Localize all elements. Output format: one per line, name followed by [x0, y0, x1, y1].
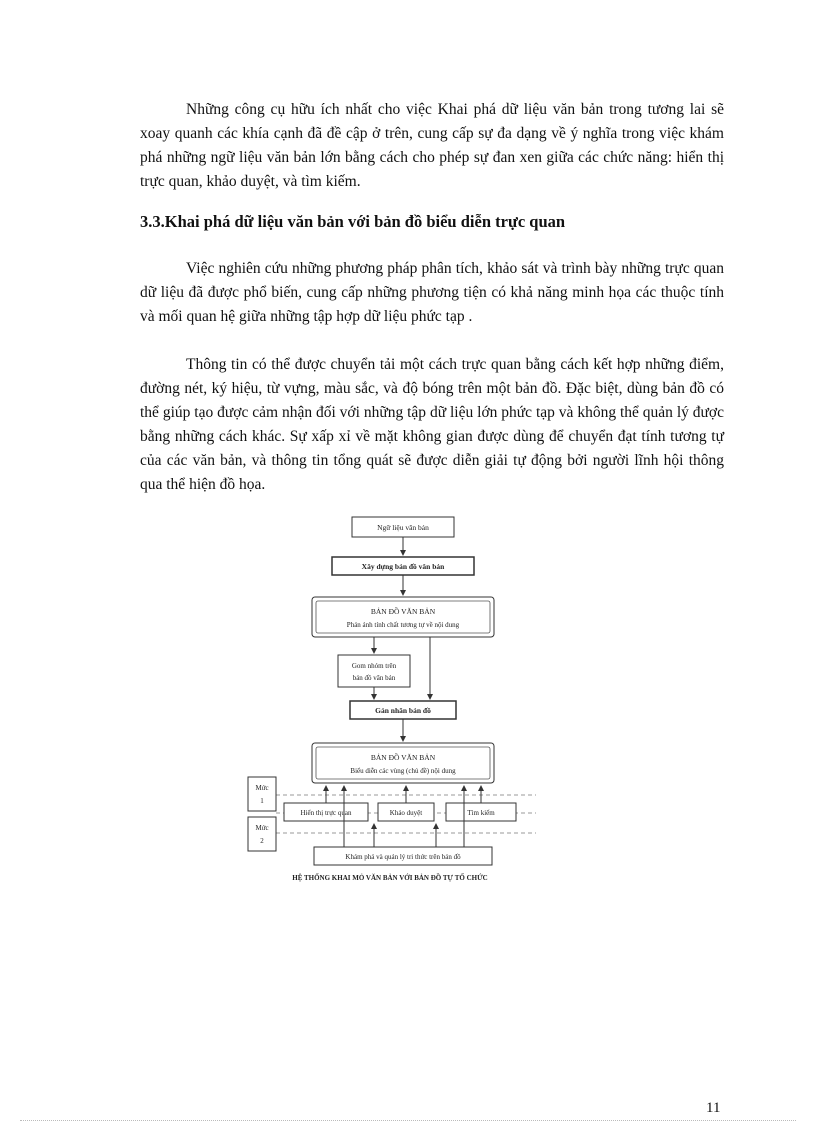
diagram-text-level1-num: 1: [260, 797, 264, 805]
diagram-text-label-map: Gán nhãn bản đồ: [375, 706, 431, 715]
diagram-caption: HỆ THỐNG KHAI MỎ VĂN BẢN VỚI BẢN ĐỒ TỰ TỔ CHỨC: [292, 874, 488, 882]
diagram-text-search: Tìm kiếm: [467, 809, 495, 817]
diagram-text-browse: Khảo duyệt: [389, 809, 423, 817]
diagram-box-map1-outer: [312, 597, 494, 637]
footer-divider: [20, 1120, 796, 1121]
diagram-text-level2-label: Mức: [255, 824, 269, 832]
page-number: 11: [706, 1100, 721, 1116]
diagram-text-level2-num: 2: [260, 837, 264, 845]
paragraph-research: Việc nghiên cứu những phương pháp phân tích, khảo sát và trình bày những trực quan dữ liệu đã được phổ biến, cung cấp những phương tiện có khả năng minh họa các thuộc tính và mối quan hệ giữa những tập hợp dữ liệu phức tạp .: [140, 260, 724, 325]
paragraph-maps: Thông tin có thể được chuyển tải một cách trực quan bằng cách kết hợp những điểm, đường nét, ký hiệu, từ vựng, màu sắc, và độ bóng trên một bản đồ. Đặc biệt, dùng bản đồ có thể giúp tạo được cảm nhận đối với những tập dữ liệu lớn phức tạp và không thể quản lý được bằng những cách khác. Sự xấp xỉ về mặt không gian được dùng để chuyển đạt tính tương tự của các văn bản, và thông tin tổng quát sẽ được diễn giải tự động bởi người lĩnh hội thông qua thể hiện đồ họa.: [140, 356, 724, 493]
diagram-box-cluster: [338, 655, 410, 687]
diagram-text-cluster-line1: Gom nhóm trên: [351, 662, 397, 670]
diagram-box-level1: [248, 777, 276, 811]
section-heading: 3.3.Khai phá dữ liệu văn bản với bản đồ biểu diễn trực quan: [140, 212, 566, 231]
diagram-text-map1-subtitle: Phản ánh tính chất tương tự về nội dung: [346, 621, 460, 629]
system-diagram: [240, 515, 540, 887]
diagram-text-map1-title: BẢN ĐỒ VĂN BẢN: [370, 607, 436, 616]
diagram-text-knowledge: Khám phá và quản lý tri thức trên bản đồ: [345, 853, 461, 861]
diagram-text-visual: Hiển thị trực quan: [300, 809, 352, 817]
diagram-text-level1-label: Mức: [255, 784, 269, 792]
diagram-text-cluster-line2: bản đồ văn bản: [352, 674, 396, 682]
diagram-box-map2-outer: [312, 743, 494, 783]
diagram-text-map2-title: BẢN ĐỒ VĂN BẢN: [370, 753, 436, 762]
diagram-box-level2: [248, 817, 276, 851]
diagram-text-map2-subtitle: Biểu diễn các vùng (chủ đề) nội dung: [350, 767, 456, 775]
diagram-text-corpus: Ngữ liệu văn bản: [377, 523, 429, 532]
paragraph-intro: Những công cụ hữu ích nhất cho việc Khai phá dữ liệu văn bản trong tương lai sẽ xoay quanh các khía cạnh đã đề cập ở trên, cung cấp sự đa dạng về ý nghĩa trong việc khám phá những ngữ liệu văn bản lớn bằng cách cho phép sự đan xen giữa các chức năng: hiển thị trực quan, khảo duyệt, và tìm kiếm.: [140, 101, 724, 190]
diagram-text-build-map: Xây dựng bản đồ văn bản: [361, 562, 445, 571]
